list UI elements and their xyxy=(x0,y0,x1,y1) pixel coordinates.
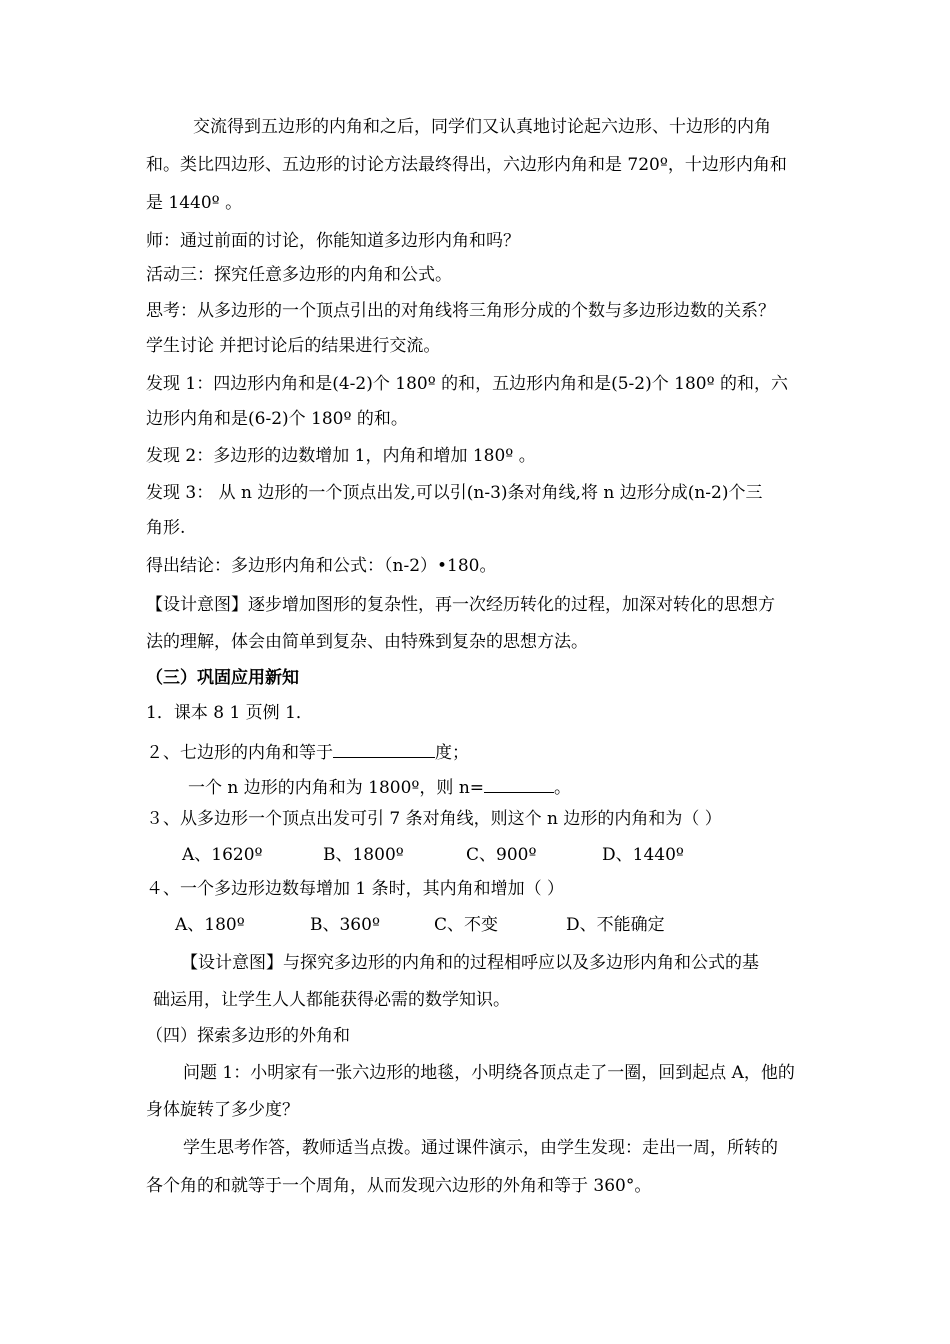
discuss-line: 学生讨论 并把讨论后的结果进行交流。 xyxy=(146,336,441,356)
option-b: B、360º xyxy=(310,915,380,935)
design-intent-line: 法的理解，体会由简单到复杂、由特殊到复杂的思想方法。 xyxy=(146,632,588,652)
paragraph-line: 交流得到五边形的内角和之后，同学们又认真地讨论起六边形、十边形的内角 xyxy=(193,117,771,137)
exercise-2-text: 一个 n 边形的内角和为 1800º，则 n= xyxy=(188,778,485,798)
exercise-1: 1．课本 8 1 页例 1． xyxy=(146,703,313,723)
answer-blank xyxy=(484,774,554,793)
design-intent-line: 【设计意图】与探究多边形的内角和的过程相呼应以及多边形内角和公式的基 xyxy=(181,953,759,973)
finding-3-line: 发现 3： 从 n 边形的一个顶点出发,可以引(n-3)条对角线,将 n 边形分成(n-2)个三 xyxy=(146,483,763,503)
teacher-question: 师：通过前面的讨论，你能知道多边形内角和吗？ xyxy=(146,231,520,251)
option-d: D、不能确定 xyxy=(566,915,665,935)
section-heading: （三）巩固应用新知 xyxy=(146,668,299,688)
exercise-2-end: 。 xyxy=(554,778,572,798)
conclusion-line: 得出结论：多边形内角和公式：（n-2）•180。 xyxy=(146,556,497,576)
exercise-2-unit: 度； xyxy=(435,743,469,763)
exercise-2-part-2 xyxy=(188,774,571,799)
answer-blank xyxy=(333,739,435,758)
answer-line: 各个角的和就等于一个周角，从而发现六边形的外角和等于 360°。 xyxy=(146,1176,652,1196)
question-1-line: 问题 1：小明家有一张六边形的地毯，小明绕各顶点走了一圈，回到起点 A，他的 xyxy=(183,1063,795,1083)
option-a: A、180º xyxy=(175,915,245,935)
exercise-2-text: ２、七边形的内角和等于 xyxy=(146,743,333,763)
activity-heading: 活动三：探究任意多边形的内角和公式。 xyxy=(146,265,452,285)
finding-1-line: 发现 1：四边形内角和是(4-2)个 180º 的和，五边形内角和是(5-2)个 180º 的和，六 xyxy=(146,374,788,394)
option-a: A、1620º xyxy=(182,845,263,865)
exercise-4: ４、一个多边形边数每增加 1 条时，其内角和增加（ ） xyxy=(146,879,565,899)
design-intent-line: 础运用，让学生人人都能获得必需的数学知识。 xyxy=(153,990,510,1010)
finding-2-line: 发现 2：多边形的边数增加 1，内角和增加 180º 。 xyxy=(146,446,536,466)
option-c: C、不变 xyxy=(434,915,499,935)
option-d: D、1440º xyxy=(602,845,684,865)
finding-3-line: 角形. xyxy=(146,518,186,538)
option-b: B、1800º xyxy=(323,845,404,865)
answer-line: 学生思考作答，教师适当点拨。通过课件演示，由学生发现：走出一周，所转的 xyxy=(183,1138,778,1158)
paragraph-line: 是 1440º 。 xyxy=(146,193,243,213)
design-intent-line: 【设计意图】逐步增加图形的复杂性，再一次经历转化的过程，加深对转化的思想方 xyxy=(146,595,775,615)
think-line: 思考：从多边形的一个顶点引出的对角线将三角形分成的个数与多边形边数的关系？ xyxy=(146,301,775,321)
section-heading: （四）探索多边形的外角和 xyxy=(146,1026,350,1046)
exercise-2 xyxy=(146,739,469,764)
finding-1-line: 边形内角和是(6-2)个 180º 的和。 xyxy=(146,409,408,429)
question-1-line: 身体旋转了多少度？ xyxy=(146,1100,299,1120)
exercise-3: ３、从多边形一个顶点出发可引 7 条对角线，则这个 n 边形的内角和为（ ） xyxy=(146,809,722,829)
paragraph-line: 和。类比四边形、五边形的讨论方法最终得出，六边形内角和是 720º，十边形内角和 xyxy=(146,155,787,175)
option-c: C、900º xyxy=(466,845,537,865)
